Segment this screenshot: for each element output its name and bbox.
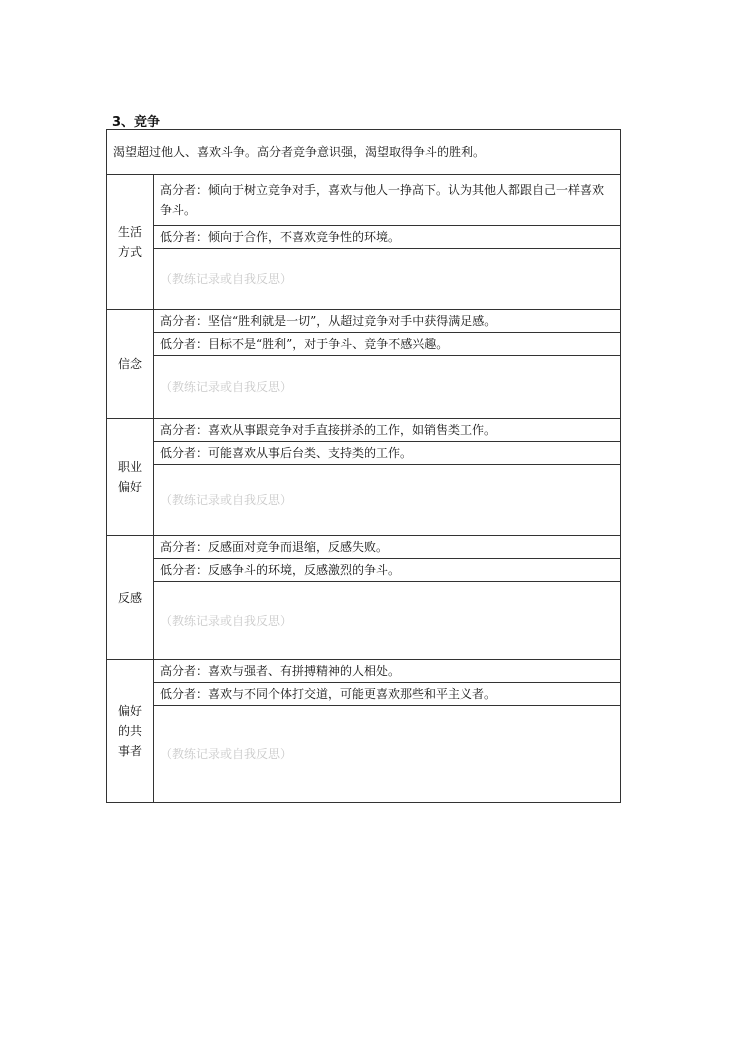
high-score-cell: 高分者：倾向于树立竞争对手，喜欢与他人一挣高下。认为其他人都跟自己一样喜欢争斗。 <box>154 175 621 226</box>
table-row <box>107 249 621 310</box>
table-row <box>107 582 621 660</box>
category-label: 职业偏好 <box>117 460 142 494</box>
table-row <box>107 226 621 249</box>
low-score-cell: 低分者：倾向于合作，不喜欢竞争性的环境。 <box>154 226 621 249</box>
table-row <box>107 356 621 419</box>
category-label: 反感 <box>117 590 142 605</box>
low-score-cell: 低分者：反感争斗的环境，反感激烈的争斗。 <box>154 559 621 582</box>
notes-field[interactable]: （教练记录或自我反思） <box>154 465 621 536</box>
intro-text: 渴望超过他人、喜欢斗争。高分者竞争意识强，渴望取得争斗的胜利。 <box>107 130 621 175</box>
table-row <box>107 310 621 333</box>
high-score-cell: 高分者：坚信“胜利就是一切”，从超过竞争对手中获得满足感。 <box>154 310 621 333</box>
category-cell <box>107 419 154 536</box>
table-row <box>107 706 621 803</box>
high-score-cell: 高分者：喜欢与强者、有拼搏精神的人相处。 <box>154 660 621 683</box>
notes-field[interactable]: （教练记录或自我反思） <box>154 706 621 803</box>
low-score-cell: 低分者：喜欢与不同个体打交道，可能更喜欢那些和平主义者。 <box>154 683 621 706</box>
low-score-cell: 低分者：目标不是“胜利”，对于争斗、竞争不感兴趣。 <box>154 333 621 356</box>
section-title: 3、竞争 <box>112 115 161 130</box>
category-cell <box>107 175 154 310</box>
table-row <box>107 559 621 582</box>
category-cell <box>107 310 154 419</box>
table-row <box>107 419 621 442</box>
category-label: 生活方式 <box>117 225 142 259</box>
low-score-cell: 低分者：可能喜欢从事后台类、支持类的工作。 <box>154 442 621 465</box>
table-row <box>107 660 621 683</box>
table-row <box>107 683 621 706</box>
intro-row <box>107 130 621 175</box>
category-cell <box>107 660 154 803</box>
category-label: 信念 <box>117 357 142 371</box>
category-cell <box>107 536 154 660</box>
table-row <box>107 333 621 356</box>
notes-field[interactable]: （教练记录或自我反思） <box>154 582 621 660</box>
table-row <box>107 536 621 559</box>
table-row <box>107 175 621 226</box>
table-row <box>107 465 621 536</box>
high-score-cell: 高分者：喜欢从事跟竞争对手直接拼杀的工作，如销售类工作。 <box>154 419 621 442</box>
category-label: 偏好的共事者 <box>117 704 142 758</box>
table-row <box>107 442 621 465</box>
competition-table <box>106 129 621 803</box>
notes-field[interactable]: （教练记录或自我反思） <box>154 356 621 419</box>
high-score-cell: 高分者：反感面对竞争而退缩，反感失败。 <box>154 536 621 559</box>
notes-field[interactable]: （教练记录或自我反思） <box>154 249 621 310</box>
